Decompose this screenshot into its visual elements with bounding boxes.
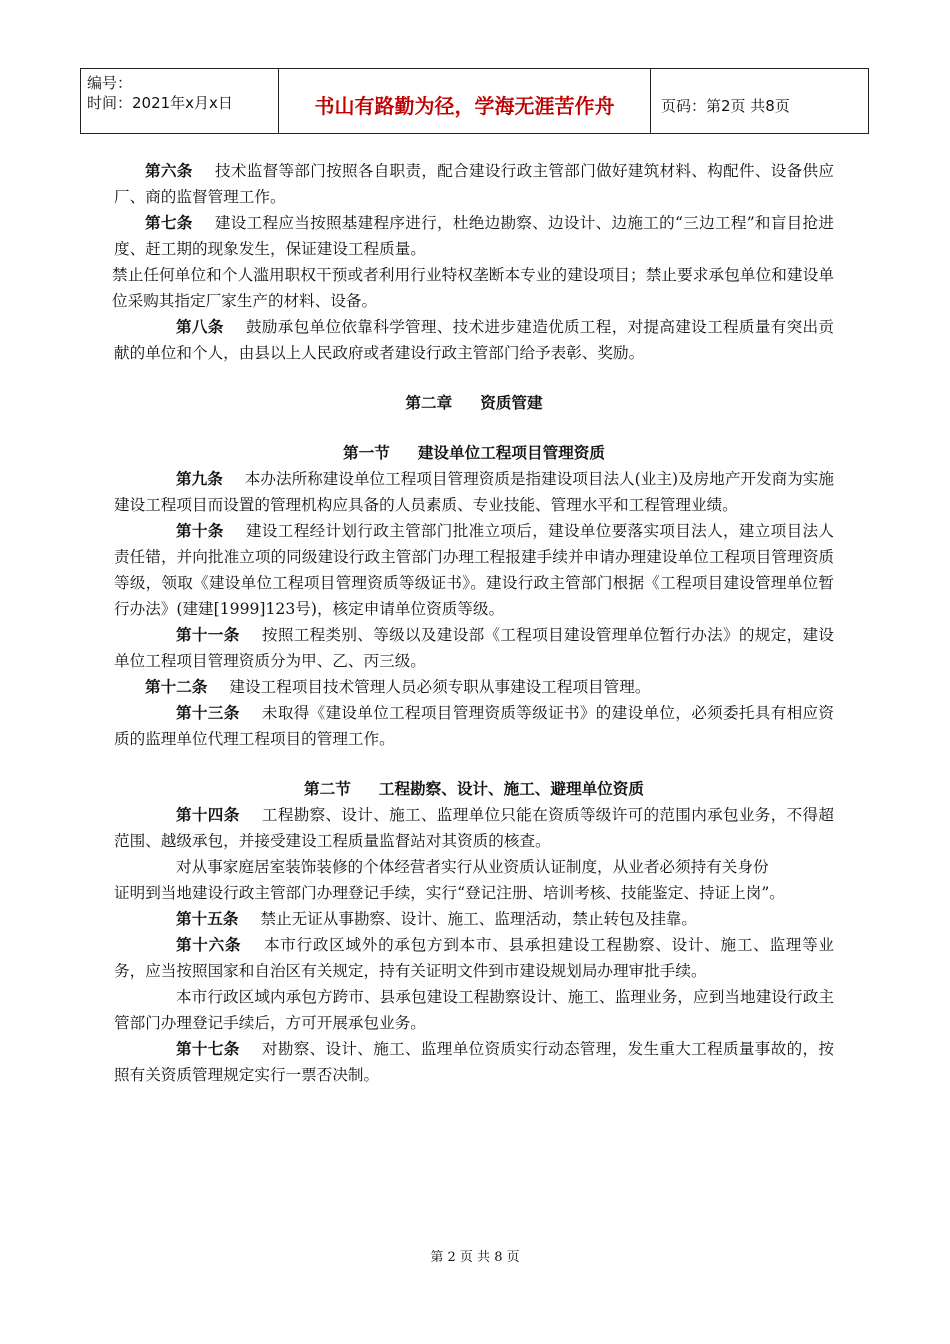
- article-6: 第六条 技术监督等部门按照各自职责，配合建设行政主管部门做好建筑材料、构配件、设备供应厂、商的监督管理工作。: [114, 162, 834, 206]
- section-2-heading: 第二节 工程勘察、设计、施工、避理单位资质: [304, 780, 644, 798]
- document-body: [114, 158, 834, 1088]
- section-1-heading: 第一节 建设单位工程项目管理资质: [343, 444, 605, 462]
- article-16-extra: 本市行政区域内承包方跨市、县承包建设工程勘察设计、施工、监理业务，应到当地建设行政主管部门办理登记手续后，方可开展承包业务。: [114, 988, 834, 1032]
- page-header: [80, 68, 869, 134]
- article-7: 第七条 建设工程应当按照基建程序进行，杜绝边勘察、边设计、边施工的“三边工程”和盲目抢进度、赶工期的现象发生，保证建设工程质量。: [114, 214, 834, 258]
- chapter-heading: 第二章 资质管建: [405, 394, 543, 412]
- article-9: 第九条 本办法所称建设单位工程项目管理资质是指建设项目法人(业主)及房地产开发商为实施建设工程项目而设置的管理机构应具备的人员素质、专业技能、管理水平和工程管理业绩。: [114, 470, 834, 514]
- article-12: 第十二条 建设工程项目技术管理人员必须专职从事建设工程项目管理。: [145, 678, 651, 696]
- article-10: 第十条 建设工程经计划行政主管部门批准立项后，建设单位要落实项目法人，建立项目法人责任错，并向批准立项的同级建设行政主管部门办理工程报建手续并申请办理建设单位工程项目管理资质等级，领取《建设单位工程项目管理资质等级证书》。建设行政主管部门根据《工程项目建设管理单位暂行办法》(建建[1999]123号)，核定申请单位资质等级。: [114, 522, 834, 618]
- number-label: 编号：: [87, 74, 133, 92]
- article-8: 第八条 鼓励承包单位依靠科学管理、技术进步建造优质工程，对提高建设工程质量有突出贡献的单位和个人，由县以上人民政府或者建设行政主管部门给予表彰、奖励。: [114, 318, 834, 362]
- article-13: 第十三条 未取得《建设单位工程项目管理资质等级证书》的建设单位，必须委托具有相应资质的监理单位代理工程项目的管理工作。: [114, 704, 834, 748]
- article-17: 第十七条 对勘察、设计、施工、监理单位资质实行动态管理，发生重大工程质量事故的，按照有关资质管理规定实行一票否决制。: [114, 1040, 834, 1084]
- article-15: 第十五条 禁止无证从事勘察、设计、施工、监理活动，禁止转包及挂靠。: [176, 910, 698, 928]
- article-11: 第十一条 按照工程类别、等级以及建设部《工程项目建设管理单位暂行办法》的规定，建设单位工程项目管理资质分为甲、乙、丙三级。: [114, 626, 834, 670]
- article-16: 第十六条 本市行政区域外的承包方到本市、县承担建设工程勘察、设计、施工、监理等业务，应当按照国家和自治区有关规定，持有关证明文件到市建设规划局办理审批手续。: [114, 936, 834, 980]
- article-14-extra-2: 证明到当地建设行政主管部门办理登记手续，实行“登记注册、培训考核、技能鉴定、持证上岗”。: [114, 884, 785, 902]
- article-7-extra: 禁止任何单位和个人滥用职权干预或者利用行业特权垄断本专业的建设项目；禁止要求承包单位和建设单位采购其指定厂家生产的材料、设备。: [112, 266, 834, 310]
- header-meta: [81, 69, 279, 133]
- page-footer: 第 2 页 共 8 页: [430, 1250, 520, 1265]
- header-motto: 书山有路勤为径，学海无涯苦作舟: [279, 69, 651, 133]
- article-14-extra-1: 对从事家庭居室装饰装修的个体经营者实行从业资质认证制度，从业者必须持有关身份: [176, 858, 769, 876]
- date-label: 时间：2021年x月x日: [87, 94, 233, 112]
- header-page-info: 页码：第2页 共8页: [661, 97, 790, 115]
- article-14: 第十四条 工程勘察、设计、施工、监理单位只能在资质等级许可的范围内承包业务，不得超范围、越级承包，并接受建设工程质量监督站对其资质的核查。: [114, 806, 834, 850]
